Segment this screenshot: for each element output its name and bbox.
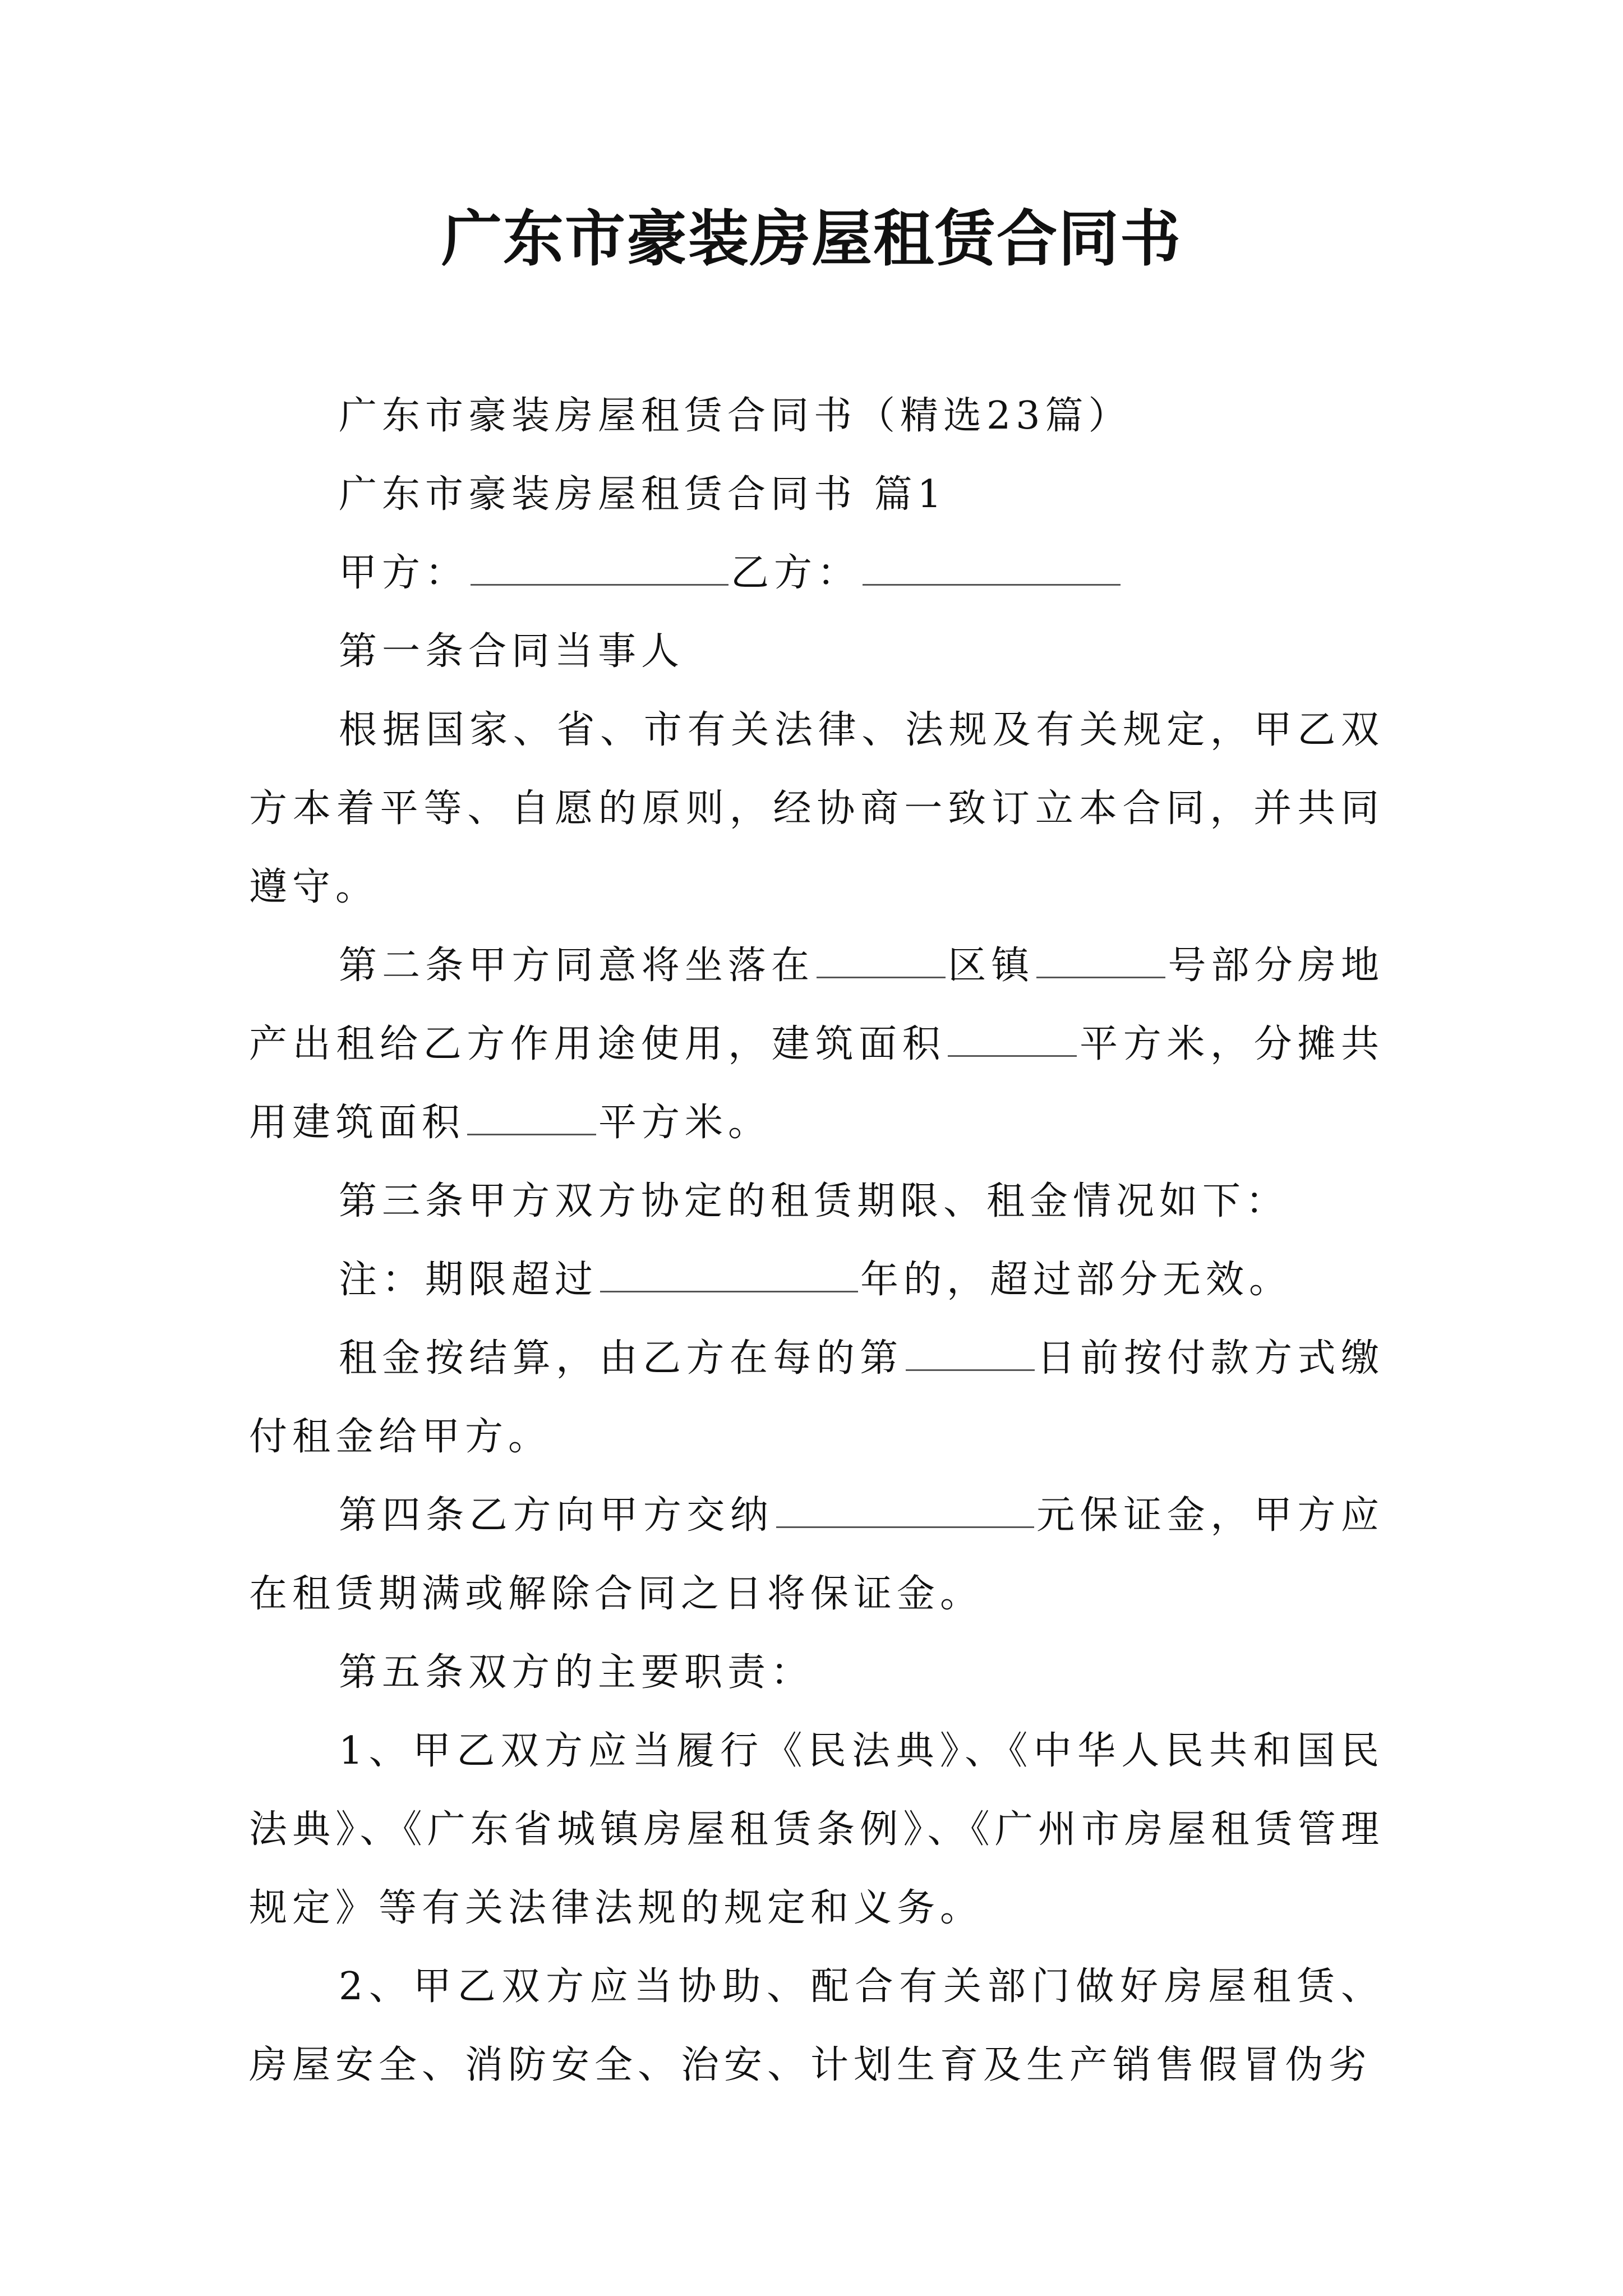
- article-2-paragraph: [249, 927, 1384, 1162]
- article-5-title: 第五条双方的主要职责：: [339, 1650, 814, 1695]
- duty-2: 2、甲乙双方应当协助、配合有关部门做好房屋租赁、房屋安全、消防安全、治安、计划生育及生产销售假冒伪劣: [249, 1964, 1384, 2087]
- article-4-paragraph: [249, 1476, 1384, 1634]
- article-1-text: 根据国家、省、市有关法律、法规及有关规定，甲乙双方本着平等、自愿的原则，经协商一致订立本合同，并共同遵守。: [249, 708, 1384, 909]
- article-4-text-2: 元保证金，甲方应在租赁期满或解除合同之日将保证金。: [249, 1493, 1384, 1616]
- district-blank: [817, 937, 946, 978]
- term-limit-blank: [600, 1251, 858, 1292]
- article-2-text-2: 区镇: [948, 944, 1035, 988]
- shared-area-blank: [467, 1094, 596, 1135]
- party-b-blank: [863, 545, 1121, 586]
- payment-day-blank: [906, 1330, 1035, 1371]
- number-blank: [1036, 937, 1165, 978]
- document-body: [249, 377, 1384, 2105]
- party-a-blank: [471, 545, 728, 586]
- document-title: 广东市豪装房屋租赁合同书: [441, 204, 1182, 274]
- party-b-label: 乙方：: [731, 551, 861, 595]
- party-a-label: 甲方：: [339, 551, 469, 595]
- note-paragraph: [249, 1241, 1384, 1319]
- document-subtitle: 广东市豪装房屋租赁合同书（精选23篇）: [339, 394, 1132, 438]
- floor-area-blank: [948, 1016, 1077, 1057]
- article-3-title: 第三条甲方双方协定的租赁期限、租金情况如下：: [339, 1179, 1289, 1223]
- deposit-blank: [776, 1487, 1034, 1528]
- article-2-text-4: 平方米，分摊共用建筑面积: [249, 1022, 1384, 1145]
- rent-text-1: 租金按结算，由乙方在每的第: [339, 1336, 903, 1381]
- article-2-text-3: 号部分房地产出租给乙方作用途使用，建筑面积: [249, 944, 1384, 1066]
- article-4-text-1: 第四条乙方向甲方交纳: [339, 1493, 774, 1538]
- section-heading: 广东市豪装房屋租赁合同书 篇1: [339, 472, 947, 517]
- article-1-title: 第一条合同当事人: [339, 629, 685, 674]
- rent-text-2: 日前按付款方式缴付租金给甲方。: [249, 1336, 1384, 1459]
- article-2-text-5: 平方米。: [598, 1101, 772, 1145]
- article-2-text-1: 第二条甲方同意将坐落在: [339, 944, 815, 988]
- note-text-1: 注：期限超过: [339, 1258, 598, 1302]
- parties-line: [249, 534, 1384, 613]
- note-text-2: 年的，超过部分无效。: [860, 1258, 1293, 1302]
- rent-paragraph: [249, 1319, 1384, 1476]
- duty-1: 1、甲乙双方应当履行《民法典》、《中华人民共和国民法典》、《广东省城镇房屋租赁条例》、《广州市房屋租赁管理规定》等有关法律法规的规定和义务。: [249, 1729, 1384, 1930]
